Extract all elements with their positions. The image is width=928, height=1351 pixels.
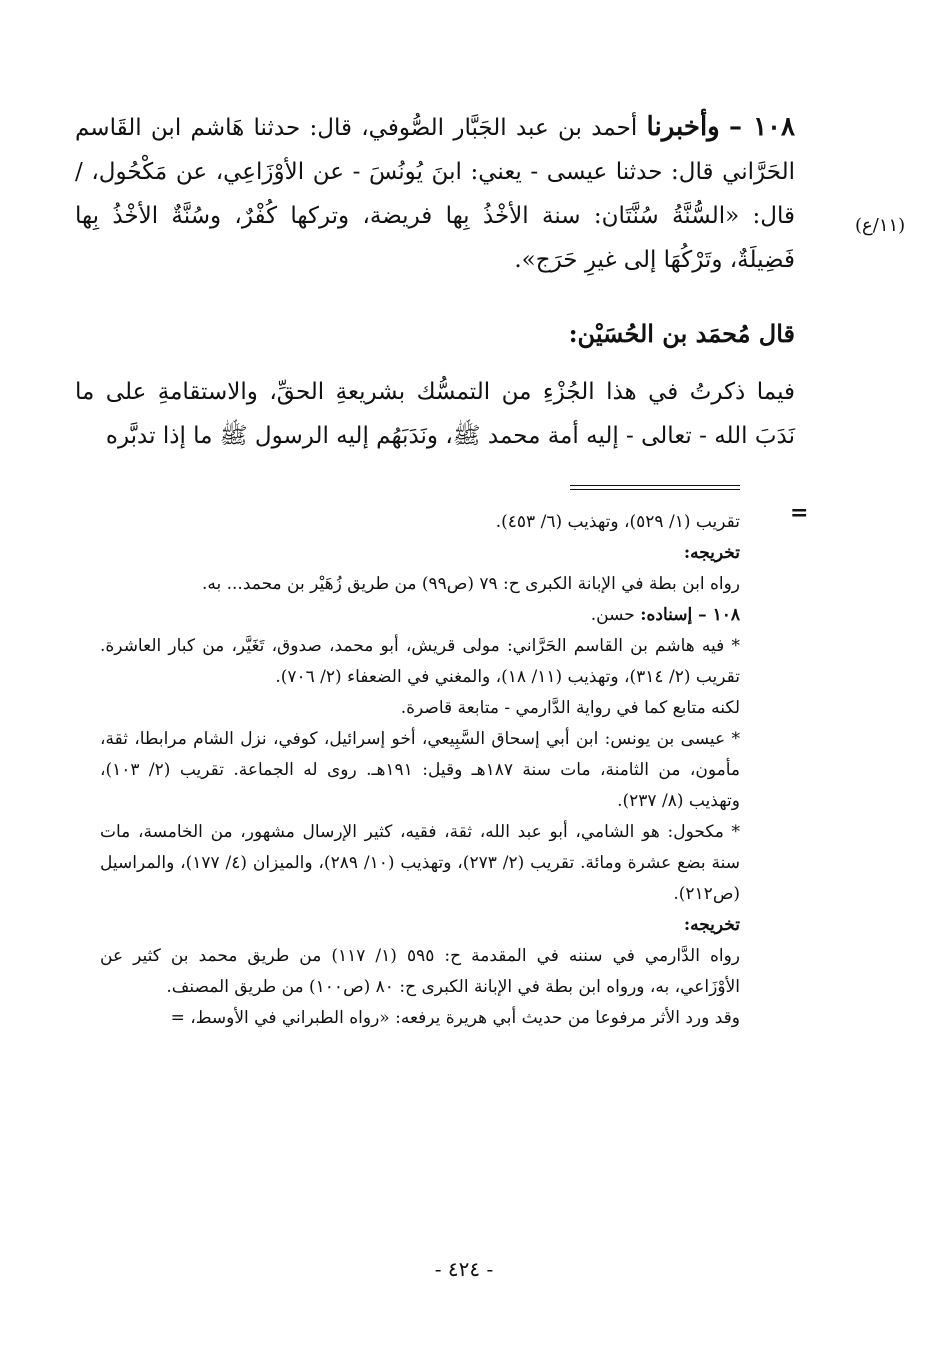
- footnote-line: لكنه متابع كما في رواية الدَّارمي - متابعة قاصرة.: [400, 698, 740, 718]
- footnote-line: * عيسى بن يونس: ابن أبي إسحاق السَّبِيعي، أخو إسرائيل، كوفي، نزل الشام مرابطا، ثقة، مأمون، من الثامنة، مات سنة ١٨٧هـ وقيل: ١٩١هـ. روى له الجماعة. تقريب (٢/ ١٠٣)، وتهذيب (٨/ ٢٣٧).: [100, 729, 740, 811]
- footnote-line: ١٠٨ – إسناده: حسن.: [590, 605, 740, 625]
- footnote-separator: [570, 485, 740, 490]
- footnotes: [100, 507, 740, 1034]
- footnote-line: تخريجه:: [683, 543, 740, 563]
- entry-lead: وأخبرنا: [646, 112, 720, 142]
- continuation-mark: =: [790, 500, 809, 526]
- entry-text: أحمد بن عبد الجَبَّار الصُّوفي، قال: حدثنا هَاشم ابن القَاسم الحَرَّاني قال: حدثنا عيسى - يعني: ابنَ يُونُسَ - عن الأوْزَاعِي، عن مَكْحُول، / قال: «السُّنَّةُ سُنَّتَان: سنة الأخْذُ بِها فريضة، وتركها كُفْرٌ، وسُنَّةٌ الأخْذُ بِها فَضِيلَةٌ، وتَرْكُهَا إلى غيرِ حَرَج».: [75, 115, 795, 273]
- footnote-line: رواه الدَّارمي في سننه في المقدمة ح: ٥٩٥ (١/ ١١٧) من طريق محمد بن كثير عن الأوْزَاعي، به، ورواه ابن بطة في الإبانة الكبرى ح: ٨٠ (ص١٠٠) من طريق المصنف.: [100, 946, 741, 997]
- footnote-line: رواه ابن بطة في الإبانة الكبرى ح: ٧٩ (ص٩٩) من طريق زُهَيْر بن محمد... به.: [201, 574, 740, 594]
- page-number: - ٤٢٤ -: [434, 1257, 494, 1281]
- entry-number: ١٠٨ –: [729, 112, 795, 142]
- hadith-entry: [75, 105, 795, 282]
- footnote-line: تخريجه:: [683, 915, 740, 935]
- footnote-line: وقد ورد الأثر مرفوعا من حديث أبي هريرة يرفعه: «رواه الطبراني في الأوسط، =: [170, 1008, 740, 1028]
- footnote-line: * مكحول: هو الشامي، أبو عبد الله، ثقة، فقيه، كثير الإرسال مشهور، من الخامسة، مات سنة بضع عشرة ومائة. تقريب (٢/ ٢٧٣)، وتهذيب (١٠/ ٢٨٩)، والميزان (٤/ ١٧٧)، والمراسيل (ص٢١٢).: [100, 822, 740, 904]
- footnote-line: * فيه هاشم بن القاسم الحَرَّاني: مولى قريش، أبو محمد، صدوق، تَغَيَّر، من كبار العاشرة. تقريب (٢/ ٣١٤)، وتهذيب (١١/ ١٨)، والمغني في الضعفاء (٢/ ٧٠٦).: [100, 636, 740, 687]
- manuscript-folio-note: (١١/ع): [855, 215, 906, 236]
- footnote-line: تقريب (١/ ٥٢٩)، وتهذيب (٦/ ٤٥٣).: [495, 512, 740, 532]
- author-section: [75, 312, 795, 458]
- author-paragraph: فيما ذكرتُ في هذا الجُزْءِ من التمسُّك بشريعةِ الحقِّ، والاستقامةِ على ما نَدَبَ الله - تعالى - إليه أمة محمد ﷺ، ونَدَبَهُم إليه الرسول ﷺ ما إذا تدبَّره: [75, 379, 795, 449]
- author-heading: قال مُحمَد بن الحُسَيْن:: [568, 319, 795, 348]
- hadith-paragraph: [75, 105, 795, 282]
